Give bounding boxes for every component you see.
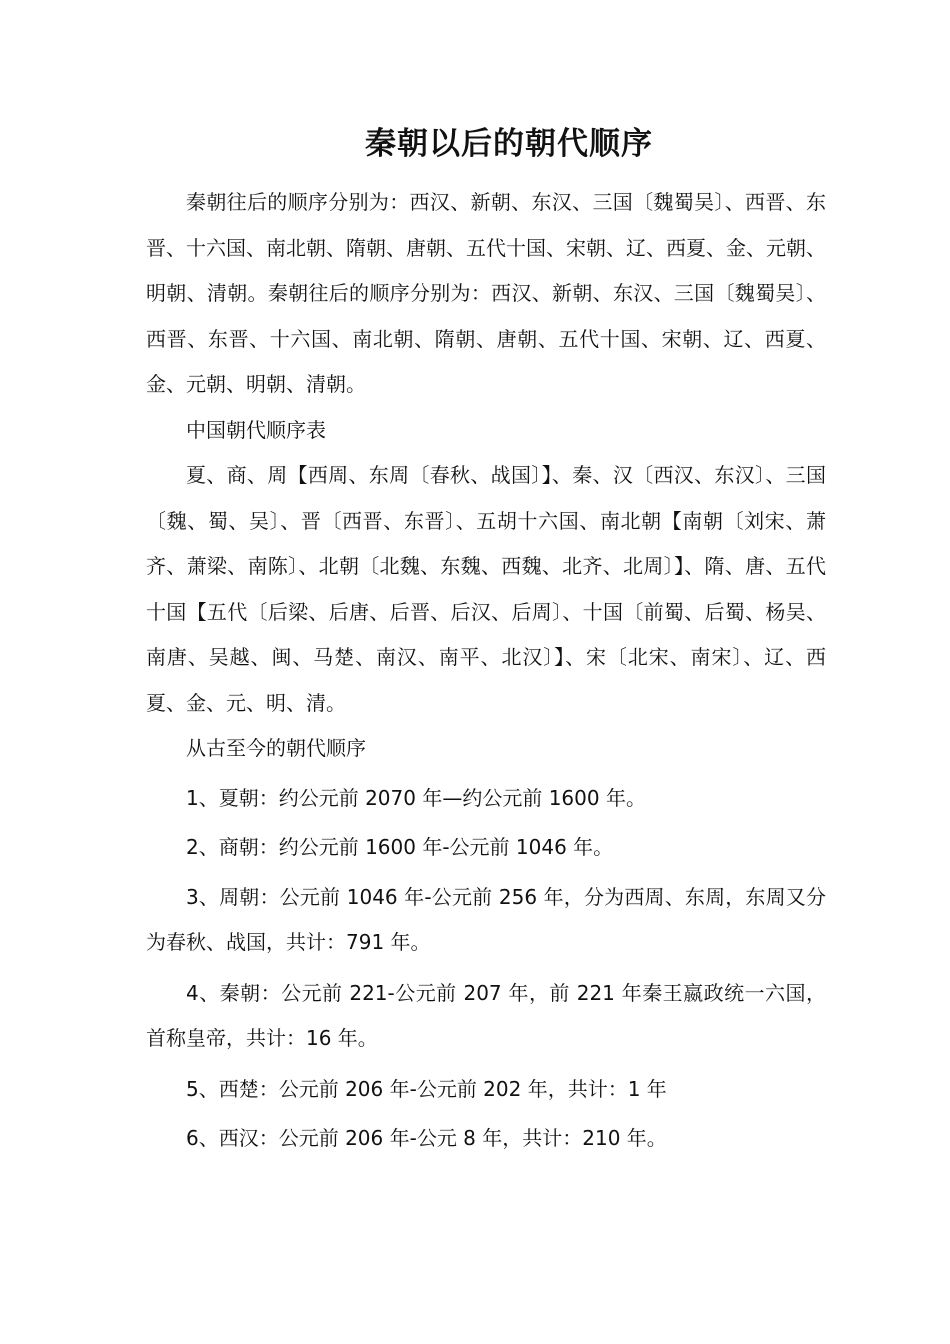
paragraph-dynasty-table: 夏、商、周【西周、东周〔春秋、战国〕】、秦、汉〔西汉、东汉〕、三国〔魏、蜀、吴〕、晋〔西晋、东晋〕、五胡十六国、南北朝【南朝〔刘宋、萧齐、萧梁、南陈〕、北朝〔北魏、东魏、西魏、北齐、北周〕】、隋、唐、五代十国【五代〔后梁、后唐、后晋、后汉、后周〕、十国〔前蜀、后蜀、杨吴、南唐、吴越、闽、马楚、南汉、南平、北汉〕】、宋〔北宋、南宋〕、辽、西夏、金、元、明、清。 bbox=[146, 463, 826, 715]
list-item-zhou: 3、周朝：公元前 1046 年-公元前 256 年，分为西周、东周，东周又分为春秋、战国，共计：791 年。 bbox=[146, 884, 826, 954]
document-title: 秦朝以后的朝代顺序 bbox=[365, 126, 653, 162]
section-heading-ancient-to-modern: 从古至今的朝代顺序 bbox=[186, 736, 366, 760]
list-item-shang: 2、商朝：约公元前 1600 年-公元前 1046 年。 bbox=[186, 835, 614, 859]
paragraph-qin-succession: 秦朝往后的顺序分别为：西汉、新朝、东汉、三国〔魏蜀吴〕、西晋、东晋、十六国、南北朝、隋朝、唐朝、五代十国、宋朝、辽、西夏、金、元朝、明朝、清朝。秦朝往后的顺序分别为：西汉、新朝、东汉、三国〔魏蜀吴〕、西晋、东晋、十六国、南北朝、隋朝、唐朝、五代十国、宋朝、辽、西夏、金、元朝、明朝、清朝。 bbox=[146, 190, 826, 396]
document-body bbox=[146, 180, 826, 1162]
list-item-qin: 4、秦朝：公元前 221-公元前 207 年，前 221 年秦王嬴政统一六国，首称皇帝，共计：16 年。 bbox=[146, 980, 826, 1050]
list-item-xihan: 6、西汉：公元前 206 年-公元 8 年，共计：210 年。 bbox=[186, 1126, 667, 1150]
section-heading-dynasty-table: 中国朝代顺序表 bbox=[186, 417, 326, 442]
list-item-xia: 1、夏朝：约公元前 2070 年—约公元前 1600 年。 bbox=[186, 785, 646, 810]
list-item-xichu: 5、西楚：公元前 206 年-公元前 202 年，共计：1 年 bbox=[186, 1076, 667, 1101]
